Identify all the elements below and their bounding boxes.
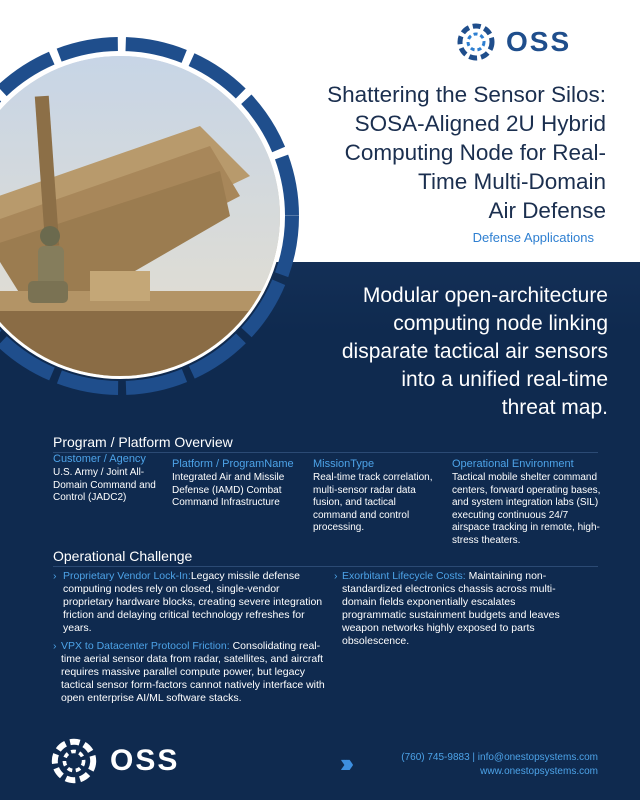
challenge-text: Maintaining non-standardized electronics chassis across multi-domain fields exponentially escalates programmatic sustainment budgets and leaves weapon networks highly exposed to parts obsolescence. <box>342 570 560 647</box>
tagline-line: threat map. <box>501 396 608 419</box>
chevrons-icon: ››› <box>340 748 348 778</box>
tagline <box>248 282 608 422</box>
bullet-arrow-icon: › <box>53 570 57 582</box>
platform-label: Platform / ProgramName <box>172 458 294 470</box>
tagline-line: Modular open-architecture <box>362 284 608 307</box>
environment-label: Operational Environment <box>452 458 574 470</box>
mission-text: Real-time track correlation, multi-sensor radar data fusion, and tactical command and control processing. <box>313 472 433 533</box>
tagline-line: into a unified real-time <box>401 368 608 391</box>
title-line: SOSA-Aligned 2U Hybrid <box>354 111 606 136</box>
platform-text: Integrated Air and Missile Defense (IAMD) Combat Command Infrastructure <box>172 472 285 508</box>
customer-text: U.S. Army / Joint All-Domain Command and Control (JADC2) <box>53 467 156 503</box>
challenge-heading: Operational Challenge <box>53 548 193 564</box>
overview-heading: Program / Platform Overview <box>53 434 233 450</box>
bullet-arrow-icon: › <box>53 640 57 652</box>
title-line: Computing Node for Real- <box>344 140 606 165</box>
tagline-line: disparate tactical air sensors <box>341 340 608 363</box>
overview-platform <box>172 458 302 510</box>
bullet-arrow-icon: › <box>334 570 338 582</box>
oss-ring-logo-icon <box>456 22 496 62</box>
title-line: Shattering the Sensor Silos: <box>327 82 606 107</box>
mission-label: MissionType <box>313 458 375 470</box>
brand-logo-top[interactable] <box>456 22 606 62</box>
challenge-divider <box>53 566 598 567</box>
website-link[interactable]: www.onestopsystems.com <box>480 766 598 777</box>
tagline-line: computing node linking <box>393 312 608 335</box>
overview-mission <box>313 458 441 535</box>
overview-environment <box>452 458 604 547</box>
challenge-title: Exorbitant Lifecycle Costs: <box>342 570 466 582</box>
subtitle: Defense Applications <box>472 230 594 245</box>
challenge-title: Proprietary Vendor Lock-In: <box>63 570 191 582</box>
page-title <box>306 80 606 225</box>
contact-line[interactable]: (760) 745-9883 | info@onestopsystems.com <box>401 752 598 763</box>
contact-info <box>401 751 598 779</box>
challenge-item-vendor-lock-in <box>53 570 325 635</box>
brand-logo-footer[interactable] <box>50 736 210 786</box>
oss-ring-logo-icon <box>50 737 98 785</box>
customer-label: Customer / Agency <box>53 453 146 465</box>
title-line: Time Multi-Domain <box>418 169 606 194</box>
challenge-title: VPX to Datacenter Protocol Friction: <box>61 640 230 652</box>
title-line: Air Defense <box>488 198 606 223</box>
challenge-text: Legacy missile defense computing nodes rely on closed, single-vendor proprietary hardware blocks, creating severe integration friction and delaying critical technology refreshes for years. <box>63 570 323 634</box>
overview-customer <box>53 453 165 505</box>
footer-brand-name: OSS <box>110 744 180 777</box>
challenge-item-vpx-friction <box>53 640 325 705</box>
challenge-text: Consolidating real-time aerial sensor data from radar, satellites, and aircraft requires massive parallel compute power, but legacy tactical sensor form-factors cannot natively interface with open enterprise AI/ML software stacks. <box>61 640 325 704</box>
environment-text: Tactical mobile shelter command centers, forward operating bases, and system integration labs (SIL) executing continuous 24/7 airspace tracking in remote, high-stress theaters. <box>452 472 601 546</box>
brand-name: OSS <box>506 26 572 57</box>
challenge-item-lifecycle-costs <box>334 570 582 648</box>
